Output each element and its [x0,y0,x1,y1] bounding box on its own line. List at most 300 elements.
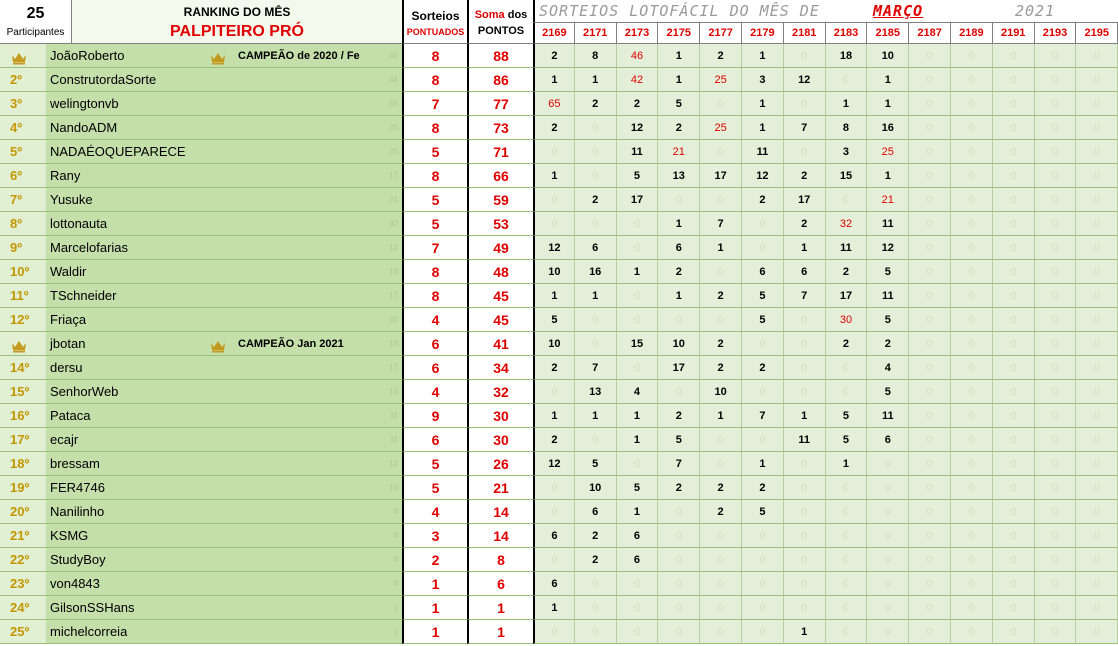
draw-score-2185: 0 [867,476,909,500]
draw-score-2185: 11 [867,212,909,236]
draw-score-2177: 1 [700,404,742,428]
table-row [0,476,1118,500]
draw-score-2177: 0 [700,548,742,572]
draw-score-2191: 0 [993,140,1035,164]
rank-position: 24º [0,596,46,620]
draw-score-2179: 2 [742,188,784,212]
soma-pontos-value: 6 [467,572,533,596]
rank-position: 16º [0,404,46,428]
draw-score-2171: 0 [575,428,617,452]
draw-score-2171: 6 [575,236,617,260]
draw-score-2177: 17 [700,164,742,188]
draw-score-2187: 0 [909,548,951,572]
draw-score-2179: 0 [742,524,784,548]
draw-score-2181: 0 [784,44,826,68]
participant-name: SenhorWeb [50,384,119,399]
soma-header [467,0,533,44]
table-row [0,68,1118,92]
ranking-title-header [72,0,402,44]
participant-name: NADAÉOQUEPARECE [50,144,186,159]
draw-score-2175: 0 [658,548,700,572]
draw-score-2175: 5 [658,92,700,116]
participant-cell [46,284,402,308]
draw-score-2181: 11 [784,428,826,452]
draw-score-2187: 0 [909,212,951,236]
table-row [0,116,1118,140]
ranking-subtitle: PALPITEIRO PRÓ [170,23,304,40]
draw-score-2173: 0 [617,572,659,596]
draw-score-2191: 0 [993,620,1035,644]
rank-position: 22º [0,548,46,572]
draw-score-2189: 0 [951,116,993,140]
draw-score-2183: 11 [826,236,868,260]
draw-score-2177: 10 [700,380,742,404]
draw-score-2189: 0 [951,452,993,476]
draw-score-2179: 0 [742,428,784,452]
soma-pontos-value: 53 [467,212,533,236]
draw-score-2179: 1 [742,92,784,116]
draw-score-2181: 0 [784,452,826,476]
draw-score-2169: 10 [533,332,575,356]
draw-score-2171: 2 [575,188,617,212]
soma-pontos-value: 48 [467,260,533,284]
participant-name: GilsonSSHans [50,600,135,615]
draw-score-2185: 0 [867,524,909,548]
draw-score-2195: 0 [1076,452,1118,476]
table-row [0,92,1118,116]
draw-score-2181: 0 [784,140,826,164]
draw-score-2173: 0 [617,596,659,620]
max-score-faint: 12 [389,243,398,252]
draw-score-2187: 0 [909,188,951,212]
draw-score-2169: 0 [533,500,575,524]
participant-name: KSMG [50,528,89,543]
draw-score-2181: 1 [784,620,826,644]
sorteios-pontuados-value: 4 [402,380,467,404]
draw-score-2175: 17 [658,356,700,380]
draw-score-2169: 0 [533,188,575,212]
draw-score-2183: 5 [826,404,868,428]
champion-note: CAMPEÃO Jan 2021 [238,338,344,350]
soma-pontos-value: 8 [467,548,533,572]
draw-score-2187: 0 [909,620,951,644]
draw-score-2187: 0 [909,428,951,452]
draw-score-2169: 0 [533,212,575,236]
sorteios-pontuados-value: 1 [402,620,467,644]
draw-score-2171: 1 [575,68,617,92]
draw-score-2179: 5 [742,284,784,308]
draw-header-2169: 2169 [533,22,575,44]
sorteios-pontuados-value: 3 [402,524,467,548]
draw-score-2189: 0 [951,164,993,188]
draw-score-2175: 0 [658,308,700,332]
draw-header-2175: 2175 [658,22,700,44]
draw-score-2183: 2 [826,260,868,284]
draw-score-2189: 0 [951,476,993,500]
draw-score-2195: 0 [1076,596,1118,620]
draw-score-2191: 0 [993,188,1035,212]
draw-score-2179: 0 [742,596,784,620]
draw-score-2189: 0 [951,332,993,356]
draw-score-2171: 0 [575,308,617,332]
table-row [0,572,1118,596]
draw-score-2171: 2 [575,524,617,548]
draw-score-2189: 0 [951,260,993,284]
draw-score-2193: 0 [1035,524,1077,548]
table-row [0,188,1118,212]
participant-name: Pataca [50,408,91,423]
draw-score-2181: 0 [784,356,826,380]
draw-score-2181: 0 [784,524,826,548]
draw-score-2191: 0 [993,284,1035,308]
draw-score-2181: 2 [784,212,826,236]
participant-name: michelcorreia [50,624,128,639]
soma-pontos-value: 1 [467,620,533,644]
draw-score-2183: 32 [826,212,868,236]
participant-cell [46,236,402,260]
draw-score-2185: 4 [867,356,909,380]
sorteios-pontuados-value: 7 [402,236,467,260]
draw-score-2179: 11 [742,140,784,164]
draw-score-2169: 1 [533,68,575,92]
rank-position: 18º [0,452,46,476]
draw-score-2175: 0 [658,500,700,524]
draw-score-2173: 0 [617,308,659,332]
draw-score-2193: 0 [1035,44,1077,68]
draw-header-2181: 2181 [784,22,826,44]
soma-pontos-value: 45 [467,284,533,308]
draw-score-2173: 4 [617,380,659,404]
participant-name: Nanilinho [50,504,105,519]
participant-name: Friaça [50,312,87,327]
participant-cell [46,332,402,356]
draw-score-2193: 0 [1035,548,1077,572]
draw-score-2177: 0 [700,620,742,644]
draw-score-2181: 12 [784,68,826,92]
draw-score-2195: 0 [1076,572,1118,596]
draw-score-2175: 13 [658,164,700,188]
draw-score-2181: 0 [784,572,826,596]
draw-score-2169: 1 [533,164,575,188]
draw-score-2193: 0 [1035,284,1077,308]
draw-score-2187: 0 [909,236,951,260]
rank-position: 10º [0,260,46,284]
max-score-faint: 17 [389,363,398,372]
draw-score-2193: 0 [1035,380,1077,404]
rank-position: 9º [0,236,46,260]
draw-score-2183: 15 [826,164,868,188]
rank-position: 4º [0,116,46,140]
draw-score-2177: 25 [700,68,742,92]
draw-score-2183: 2 [826,332,868,356]
draw-score-2171: 13 [575,380,617,404]
soma-pontos-value: 77 [467,92,533,116]
sorteios-pontuados-value: 6 [402,356,467,380]
participant-cell [46,92,402,116]
participant-cell [46,404,402,428]
participant-cell [46,212,402,236]
table-row [0,140,1118,164]
draw-score-2195: 0 [1076,164,1118,188]
draw-score-2171: 0 [575,332,617,356]
draw-score-2169: 6 [533,572,575,596]
draw-score-2177: 0 [700,188,742,212]
draw-score-2189: 0 [951,92,993,116]
table-row [0,212,1118,236]
draw-score-2189: 0 [951,404,993,428]
draw-score-2181: 2 [784,164,826,188]
soma-pontos-value: 66 [467,164,533,188]
draw-score-2195: 0 [1076,524,1118,548]
draw-score-2177: 0 [700,524,742,548]
participant-cell [46,308,402,332]
participant-cell [46,596,402,620]
draw-score-2181: 0 [784,596,826,620]
max-score-faint: 1 [393,603,398,612]
table-row [0,44,1118,68]
rank-position: 3º [0,92,46,116]
max-score-faint: 30 [389,315,398,324]
sorteios-pontuados-value: 1 [402,596,467,620]
draw-score-2171: 6 [575,500,617,524]
max-score-faint: 15 [389,339,398,348]
draw-score-2173: 0 [617,212,659,236]
draw-score-2189: 0 [951,308,993,332]
draw-score-2169: 65 [533,92,575,116]
max-score-faint: 25 [389,123,398,132]
draw-header-2191: 2191 [993,22,1035,44]
draw-score-2181: 1 [784,236,826,260]
sorteios-pontuados-value: 7 [402,92,467,116]
draw-score-2171: 0 [575,620,617,644]
draw-score-2195: 0 [1076,476,1118,500]
draw-score-2185: 11 [867,284,909,308]
soma-pontos-value: 14 [467,524,533,548]
draw-score-2175: 2 [658,404,700,428]
draw-score-2179: 5 [742,500,784,524]
sorteios-header [402,0,467,44]
draw-score-2185: 5 [867,260,909,284]
draw-score-2191: 0 [993,428,1035,452]
pontuados-label: PONTUADOS [406,27,465,37]
table-row [0,332,1118,356]
draw-score-2191: 0 [993,476,1035,500]
draw-score-2179: 1 [742,452,784,476]
draw-score-2169: 5 [533,308,575,332]
draw-score-2181: 0 [784,308,826,332]
rank-position [0,44,46,68]
draw-score-2179: 2 [742,476,784,500]
table-row [0,596,1118,620]
rank-position: 12º [0,308,46,332]
table-row [0,428,1118,452]
draw-score-2181: 0 [784,92,826,116]
draw-score-2189: 0 [951,548,993,572]
max-score-faint: 25 [389,147,398,156]
sorteios-pontuados-value: 8 [402,116,467,140]
participant-cell [46,356,402,380]
participant-cell [46,380,402,404]
soma-pontos-value: 34 [467,356,533,380]
participant-name: lottonauta [50,216,108,231]
draw-score-2193: 0 [1035,596,1077,620]
draw-score-2187: 0 [909,164,951,188]
draw-score-2187: 0 [909,92,951,116]
draw-score-2169: 2 [533,116,575,140]
rank-position: 23º [0,572,46,596]
draw-score-2193: 0 [1035,476,1077,500]
draw-score-2195: 0 [1076,188,1118,212]
draw-score-2191: 0 [993,380,1035,404]
draw-header-2193: 2193 [1035,22,1077,44]
banner-month: MARÇO [873,2,924,20]
draw-score-2169: 1 [533,596,575,620]
draw-score-2173: 17 [617,188,659,212]
draw-score-2185: 1 [867,68,909,92]
draw-score-2193: 0 [1035,188,1077,212]
draw-score-2185: 0 [867,572,909,596]
draw-score-2183: 18 [826,44,868,68]
draw-score-2191: 0 [993,308,1035,332]
draw-score-2191: 0 [993,572,1035,596]
draw-score-2171: 2 [575,92,617,116]
draw-score-2179: 1 [742,116,784,140]
draw-score-2185: 1 [867,92,909,116]
max-score-faint: 21 [389,195,398,204]
draw-score-2189: 0 [951,500,993,524]
draw-score-2185: 0 [867,620,909,644]
draw-score-2175: 0 [658,620,700,644]
draw-header-2185: 2185 [867,22,909,44]
draw-score-2191: 0 [993,524,1035,548]
draw-score-2183: 0 [826,572,868,596]
participant-cell [46,572,402,596]
draw-score-2191: 0 [993,116,1035,140]
max-score-faint: 6 [393,555,398,564]
draw-score-2183: 1 [826,92,868,116]
sorteios-pontuados-value: 6 [402,332,467,356]
draw-score-2173: 5 [617,476,659,500]
draw-score-2185: 5 [867,380,909,404]
draw-score-2187: 0 [909,404,951,428]
draw-score-2183: 0 [826,500,868,524]
draw-score-2177: 0 [700,428,742,452]
draw-score-2173: 1 [617,260,659,284]
draw-score-2175: 0 [658,524,700,548]
draw-score-2195: 0 [1076,116,1118,140]
max-score-faint: 17 [389,291,398,300]
draw-header-2189: 2189 [951,22,993,44]
rank-position: 20º [0,500,46,524]
sorteios-pontuados-value: 2 [402,548,467,572]
draw-score-2191: 0 [993,500,1035,524]
max-score-faint: 1 [393,627,398,636]
draw-score-2181: 0 [784,380,826,404]
draw-score-2177: 0 [700,596,742,620]
draw-score-2177: 1 [700,236,742,260]
draw-score-2191: 0 [993,68,1035,92]
draw-score-2175: 7 [658,452,700,476]
draw-score-2185: 2 [867,332,909,356]
draw-score-2179: 0 [742,548,784,572]
draw-score-2181: 0 [784,332,826,356]
rank-position: 8º [0,212,46,236]
draw-score-2189: 0 [951,380,993,404]
draw-score-2175: 0 [658,572,700,596]
draw-score-2195: 0 [1076,356,1118,380]
draw-score-2171: 1 [575,284,617,308]
draw-score-2195: 0 [1076,92,1118,116]
draw-score-2185: 21 [867,188,909,212]
max-score-faint: 12 [389,459,398,468]
draw-score-2183: 17 [826,284,868,308]
participants-count: 25 [26,5,45,22]
draw-score-2193: 0 [1035,500,1077,524]
draw-score-2179: 3 [742,68,784,92]
draw-score-2173: 15 [617,332,659,356]
draw-score-2189: 0 [951,356,993,380]
soma-pontos-value: 41 [467,332,533,356]
draw-score-2173: 11 [617,140,659,164]
participant-name: ecajr [50,432,79,447]
draw-header-2187: 2187 [909,22,951,44]
draw-score-2179: 0 [742,212,784,236]
draw-score-2183: 0 [826,596,868,620]
draw-score-2169: 0 [533,380,575,404]
table-row [0,548,1118,572]
participants-label: Participantes [6,27,65,38]
draw-header-2183: 2183 [826,22,868,44]
max-score-faint: 6 [393,579,398,588]
draw-score-2169: 1 [533,284,575,308]
draw-score-2187: 0 [909,68,951,92]
draw-score-2193: 0 [1035,332,1077,356]
draw-score-2177: 2 [700,476,742,500]
draw-score-2195: 0 [1076,236,1118,260]
draw-score-2191: 0 [993,332,1035,356]
draw-score-2181: 7 [784,284,826,308]
soma-pontos-value: 30 [467,404,533,428]
sorteios-pontuados-value: 8 [402,260,467,284]
draw-score-2183: 1 [826,452,868,476]
draw-score-2173: 0 [617,620,659,644]
draw-score-2195: 0 [1076,308,1118,332]
draw-score-2181: 0 [784,548,826,572]
draw-score-2175: 0 [658,188,700,212]
participant-cell [46,68,402,92]
table-row [0,284,1118,308]
draw-score-2179: 0 [742,332,784,356]
draw-score-2191: 0 [993,212,1035,236]
draw-score-2169: 1 [533,404,575,428]
draw-score-2173: 1 [617,500,659,524]
participant-cell [46,428,402,452]
draw-score-2191: 0 [993,452,1035,476]
draw-score-2183: 5 [826,428,868,452]
sorteios-pontuados-value: 5 [402,140,467,164]
draw-header-2173: 2173 [617,22,659,44]
max-score-faint: 32 [389,219,398,228]
draw-score-2191: 0 [993,596,1035,620]
max-score-faint: 16 [389,267,398,276]
rank-position: 7º [0,188,46,212]
draw-score-2177: 0 [700,572,742,596]
max-score-faint: 6 [393,531,398,540]
draw-score-2173: 1 [617,404,659,428]
draw-score-2173: 6 [617,548,659,572]
draw-score-2187: 0 [909,116,951,140]
banner-prefix: SORTEIOS LOTOFÁCIL DO MÊS DE [539,2,820,20]
